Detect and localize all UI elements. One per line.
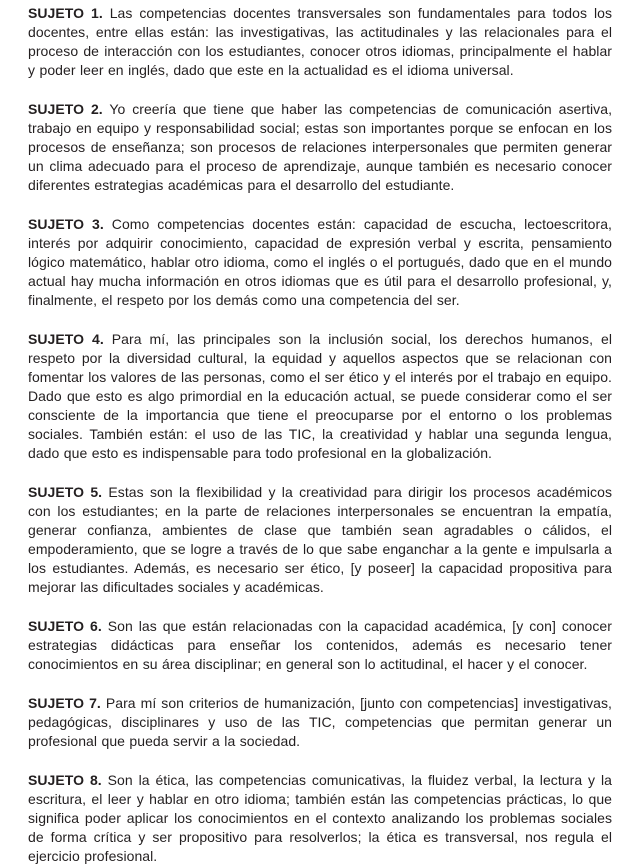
subject-6-label: SUJETO 6. — [28, 618, 102, 634]
subject-paragraph-7 — [28, 694, 612, 751]
subject-8-label: SUJETO 8. — [28, 772, 102, 788]
subject-paragraph-8 — [28, 771, 612, 866]
subject-8-text: Son la ética, las competencias comunicativas, la fluidez verbal, la lectura y la escritura, el leer y hablar en otro idioma; también están las competencias prácticas, lo que significa poder aplicar los conocimientos en el contexto analizando los problemas sociales de forma crítica y ser propositivo para resolverlos; la ética es transversal, nos regula el ejercicio profesional. — [28, 772, 612, 864]
subject-paragraph-4 — [28, 330, 612, 463]
subject-3-text: Como competencias docentes están: capacidad de escucha, lectoescritora, interés por adquirir conocimiento, capacidad de expresión verbal y escrita, pensamiento lógico matemático, hablar otro idioma, como el inglés o el portugués, dado que en el mundo actual hay mucha información en otros idiomas que es útil para el desarrollo profesional, y, finalmente, el respeto por los demás como una competencia del ser. — [28, 216, 612, 308]
subject-paragraph-3 — [28, 215, 612, 310]
subject-5-text: Estas son la flexibilidad y la creatividad para dirigir los procesos académicos con los estudiantes; en la parte de relaciones interpersonales se encuentran la empatía, generar confianza, ambientes de clase que también sean agradables o cálidos, el empoderamiento, que se logre a través de lo que sabe enganchar a la gente e impulsarla a los estudiantes. Además, es necesario ser ético, [y poseer] la capacidad propositiva para mejorar las dificultades sociales y académicas. — [28, 484, 612, 595]
subject-paragraph-1 — [28, 4, 612, 80]
subject-1-label: SUJETO 1. — [28, 5, 103, 21]
subject-paragraph-5 — [28, 483, 612, 597]
subject-1-text: Las competencias docentes transversales son fundamentales para todos los docentes, entre ellas están: las investigativas, las actitudinales y las relacionales para el proceso de interacción con los estudiantes, conocer otros idiomas, principalmente el hablar y poder leer en inglés, dado que este en la actualidad es el idioma universal. — [28, 5, 612, 78]
subject-4-text: Para mí, las principales son la inclusión social, los derechos humanos, el respeto por la diversidad cultural, la equidad y aquellos aspectos que se relacionan con fomentar los valores de las personas, como el ser ético y el interés por el trabajo en equipo. Dado que esto es algo primordial en la educación actual, se puede considerar como el ser consciente de la importancia que tiene el preocuparse por el entorno o los problemas sociales. También están: el uso de las TIC, la creatividad y hablar una segunda lengua, dado que esto es indispensable para todo profesional en la globalización. — [28, 331, 612, 461]
subject-paragraph-2 — [28, 100, 612, 195]
subject-4-label: SUJETO 4. — [28, 331, 104, 347]
subject-3-label: SUJETO 3. — [28, 216, 104, 232]
subject-7-label: SUJETO 7. — [28, 695, 101, 711]
subject-paragraph-6 — [28, 617, 612, 674]
subject-7-text: Para mí son criterios de humanización, [junto con competencias] investigativas, pedagógicas, disciplinares y uso de las TIC, competencias que permitan generar un profesional que pueda servir a la sociedad. — [28, 695, 612, 749]
subject-5-label: SUJETO 5. — [28, 484, 103, 500]
subject-2-text: Yo creería que tiene que haber las competencias de comunicación asertiva, trabajo en equipo y responsabilidad social; estas son importantes porque se enfocan en los procesos de enseñanza; son procesos de relaciones interpersonales que permiten generar un clima adecuado para el proceso de aprendizaje, aunque también es necesario conocer diferentes estrategias académicas para el desarrollo del estudiante. — [28, 101, 613, 193]
subject-6-text: Son las que están relacionadas con la capacidad académica, [y con] conocer estrategias didácticas para enseñar los contenidos, además es necesario tener conocimientos en su área disciplinar; en general son lo actitudinal, el hacer y el conocer. — [28, 618, 612, 672]
subject-2-label: SUJETO 2. — [28, 101, 103, 117]
